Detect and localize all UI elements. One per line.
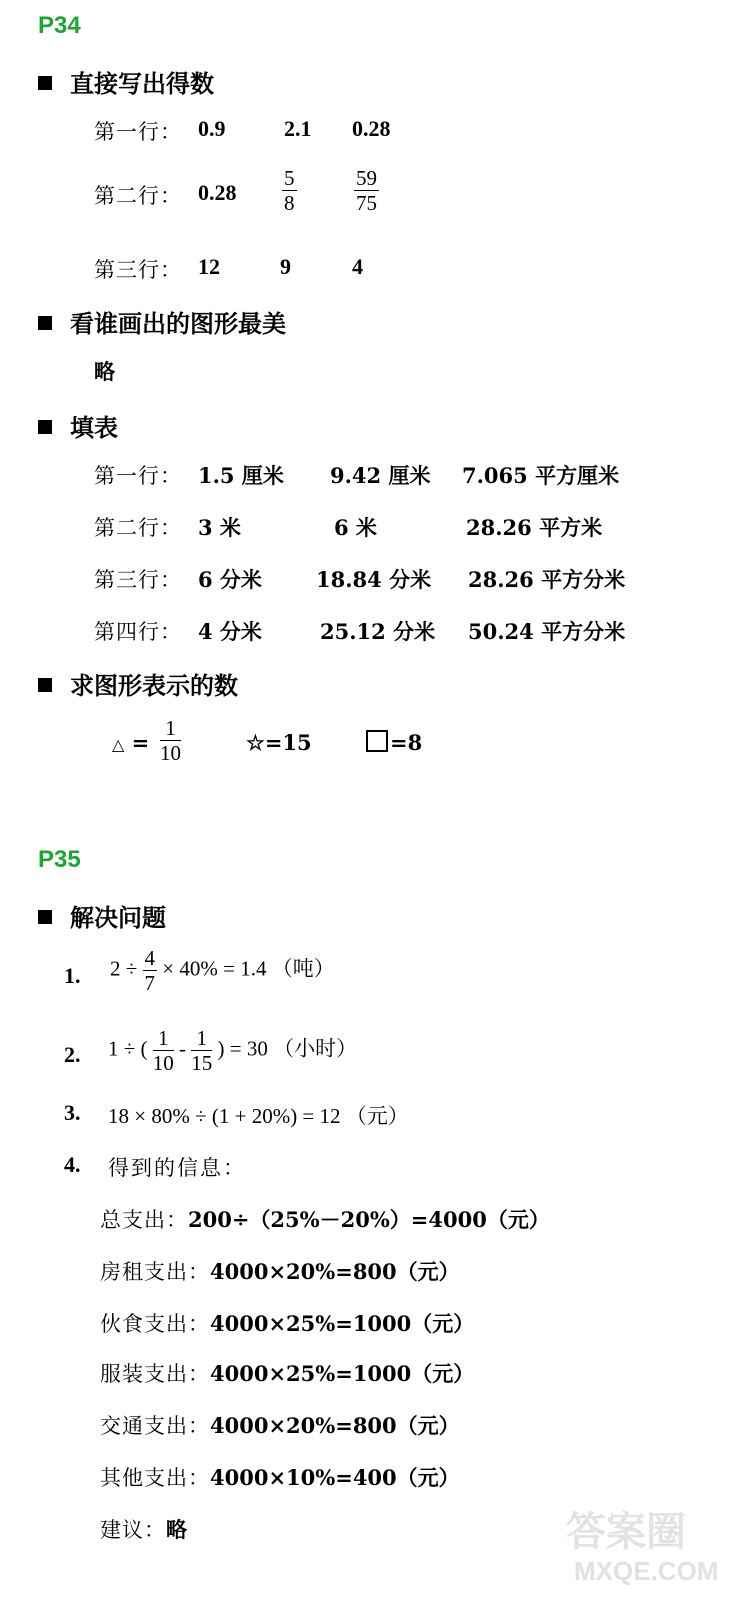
table-row xyxy=(94,564,182,594)
info-prefix: 伙食支出： xyxy=(100,1312,210,1336)
expr-part: ) = 30 xyxy=(212,1036,268,1061)
row-prefix: 第一行： xyxy=(94,464,182,488)
numerator: 5 xyxy=(284,166,295,190)
table-cell: 4 分米 xyxy=(198,619,262,644)
unit: （吨） xyxy=(271,956,335,981)
row-prefix: 第二行： xyxy=(94,516,182,540)
info-prefix: 建议： xyxy=(100,1518,166,1542)
answer-value: 0.9 xyxy=(198,116,226,141)
section-title: 解决问题 xyxy=(70,904,166,932)
info-expr: 4000×20%=800（元） xyxy=(210,1259,460,1284)
answer-row xyxy=(94,180,182,210)
page-label-p34: P34 xyxy=(38,12,81,39)
expr-part: 1 ÷ ( xyxy=(108,1036,153,1061)
equation xyxy=(110,946,335,995)
answer-value: 12 xyxy=(198,254,220,279)
bullet-square-icon xyxy=(38,420,52,434)
table-cell: 6 米 xyxy=(334,515,377,540)
info-line xyxy=(100,1410,460,1440)
section-heading xyxy=(38,666,238,701)
bullet-square-icon xyxy=(38,678,52,692)
denominator: 10 xyxy=(152,1051,174,1076)
square-value: =8 xyxy=(390,730,423,755)
info-line xyxy=(100,1308,474,1338)
table-cell: 6 分米 xyxy=(198,567,262,592)
row-prefix: 第四行： xyxy=(94,620,182,644)
info-expr: 4000×25%=1000（元） xyxy=(210,1361,475,1386)
answer-row xyxy=(94,254,182,284)
bullet-square-icon xyxy=(38,76,52,90)
answer-value: 9 xyxy=(280,254,291,279)
fraction xyxy=(160,716,181,765)
row-prefix: 第一行： xyxy=(94,120,182,144)
denominator: 75 xyxy=(356,191,377,216)
info-prefix: 交通支出： xyxy=(100,1414,210,1438)
answer-value: 0.28 xyxy=(198,180,237,205)
expr-part: - xyxy=(173,1036,192,1061)
answer-row xyxy=(94,116,182,146)
bullet-square-icon xyxy=(38,910,52,924)
table-cell: 50.24 平方分米 xyxy=(468,619,626,644)
advice-text: 略 xyxy=(166,1517,187,1542)
denominator: 7 xyxy=(144,971,156,996)
fraction xyxy=(354,166,379,215)
info-line xyxy=(100,1462,460,1492)
table-cell: 1.5 厘米 xyxy=(198,463,284,488)
denominator: 8 xyxy=(284,191,295,216)
numerator: 59 xyxy=(356,166,377,190)
answer-value: 2.1 xyxy=(284,116,312,141)
numerator: 1 xyxy=(160,716,181,741)
table-cell: 18.84 分米 xyxy=(316,567,432,592)
question-number: 2. xyxy=(64,1042,81,1067)
info-line xyxy=(100,1256,460,1286)
numerator: 4 xyxy=(144,946,156,970)
expr-part: 18 × 80% ÷ (1 + 20%) = 12 xyxy=(108,1104,341,1128)
info-line xyxy=(100,1358,474,1388)
section-title: 直接写出得数 xyxy=(70,70,214,98)
table-cell: 7.065 平方厘米 xyxy=(462,463,620,488)
section-heading xyxy=(38,64,214,99)
info-prefix: 总支出： xyxy=(100,1208,188,1232)
advice-line xyxy=(100,1514,187,1544)
section-title: 看谁画出的图形最美 xyxy=(70,310,286,338)
expr-part: × 40% = 1.4 xyxy=(157,956,267,981)
fraction xyxy=(143,946,158,995)
row-prefix: 第三行： xyxy=(94,568,182,592)
question-number: 4. xyxy=(64,1152,81,1177)
question-number: 1. xyxy=(64,963,81,988)
info-prefix: 其他支出： xyxy=(100,1466,210,1490)
unit: （元） xyxy=(345,1104,409,1128)
expr-part: 2 ÷ xyxy=(110,956,143,981)
fraction xyxy=(153,1026,174,1075)
info-expr: 4000×20%=800（元） xyxy=(210,1413,460,1438)
table-row xyxy=(94,512,182,542)
section-title: 求图形表示的数 xyxy=(70,672,238,700)
info-expr: 4000×10%=400（元） xyxy=(210,1465,460,1490)
equation xyxy=(108,1026,357,1075)
numerator: 1 xyxy=(153,1026,174,1051)
question-label: 得到的信息： xyxy=(108,1156,246,1180)
square-answer xyxy=(366,730,422,755)
info-line xyxy=(100,1204,550,1234)
info-expr: 200÷（25%－20%）=4000（元） xyxy=(188,1207,550,1232)
table-row xyxy=(94,460,182,490)
answer-value: 0.28 xyxy=(352,116,391,141)
question-number: 3. xyxy=(64,1100,81,1125)
watermark-logo: 答案圈 xyxy=(566,1510,686,1554)
fraction xyxy=(191,1026,212,1075)
star-answer: ☆=15 xyxy=(246,730,312,755)
unit: （小时） xyxy=(273,1036,358,1061)
watermark-url: MXQE.COM xyxy=(574,1556,719,1586)
row-prefix: 第二行： xyxy=(94,184,182,208)
square-icon xyxy=(366,730,388,752)
denominator: 15 xyxy=(191,1051,213,1076)
page-label-p35: P35 xyxy=(38,846,81,873)
row-prefix: 第三行： xyxy=(94,258,182,282)
fraction xyxy=(282,166,297,215)
table-cell: 9.42 厘米 xyxy=(330,463,431,488)
answer-text: 略 xyxy=(94,359,115,384)
section-title: 填表 xyxy=(70,414,118,442)
denominator: 10 xyxy=(160,741,181,766)
answer-value: 4 xyxy=(352,254,363,279)
table-cell: 28.26 平方米 xyxy=(466,515,603,540)
section-heading xyxy=(38,408,118,443)
table-cell: 25.12 分米 xyxy=(320,619,436,644)
section-heading xyxy=(38,898,166,933)
bullet-square-icon xyxy=(38,316,52,330)
numerator: 1 xyxy=(191,1026,212,1051)
section-heading xyxy=(38,304,286,339)
table-row xyxy=(94,616,182,646)
equals-sign: = xyxy=(131,730,150,755)
table-cell: 28.26 平方分米 xyxy=(468,567,626,592)
info-expr: 4000×25%=1000（元） xyxy=(210,1311,475,1336)
equation xyxy=(108,1100,409,1130)
triangle-answer xyxy=(112,730,149,755)
triangle-icon: △ xyxy=(112,735,125,754)
info-prefix: 房租支出： xyxy=(100,1260,210,1284)
info-prefix: 服装支出： xyxy=(100,1362,210,1386)
table-cell: 3 米 xyxy=(198,515,241,540)
